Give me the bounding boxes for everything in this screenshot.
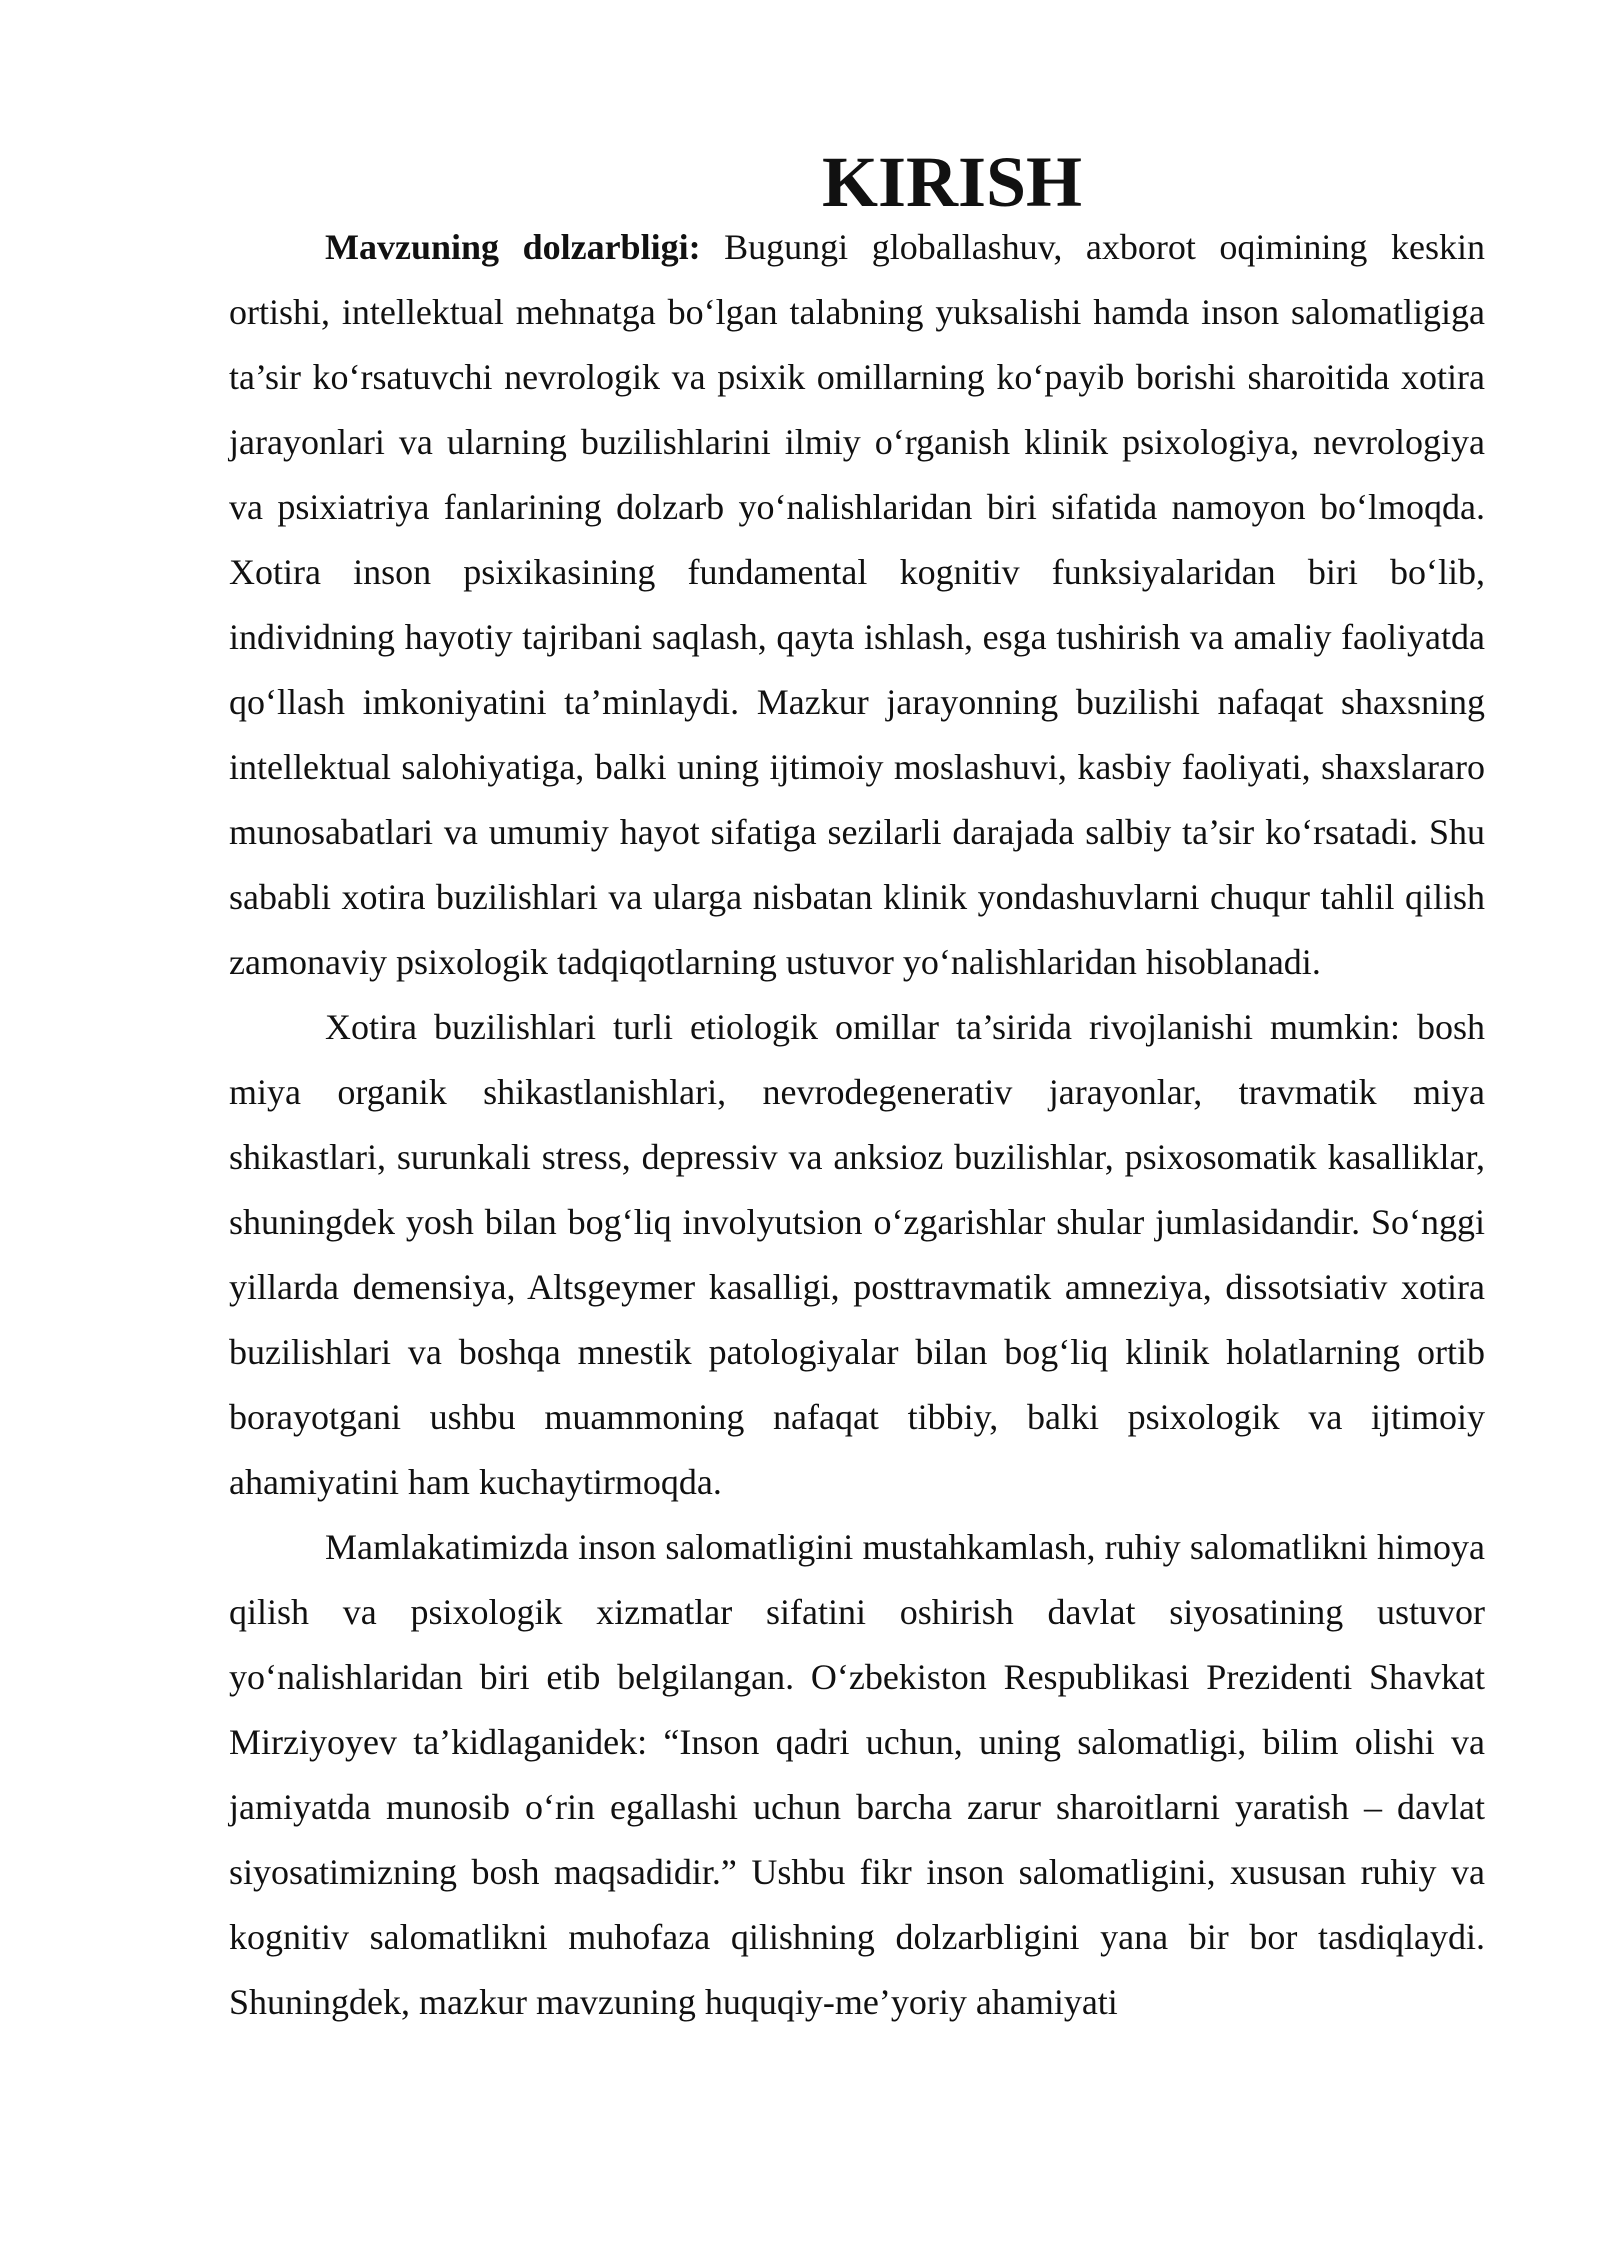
paragraph-relevance (229, 215, 1485, 995)
section-title: KIRISH (821, 142, 1083, 222)
paragraph-etiology (229, 995, 1485, 1515)
paragraph-text: Xotira buzilishlari turli etiologik omillar ta’sirida rivojlanishi mumkin: bosh miya organik shikastlanishlari, nevrodegenerativ jarayonlar, travmatik miya shikastlari, surunkali stress, depressiv va anksioz buzilishlar, psixosomatik kasalliklar, shuningdek yosh bilan bog‘liq involyutsion o‘zgarishlar shular jumlasidandir. So‘nggi yillarda demensiya, Altsgeymer kasalligi, posttravmatik amneziya, dissotsiativ xotira buzilishlari va boshqa mnestik patologiyalar bilan bog‘liq klinik holatlarning ortib borayotgani ushbu muammoning nafaqat tibbiy, balki psixologik va ijtimoiy ahamiyatini ham kuchaytirmoqda. (229, 1007, 1485, 1502)
paragraph-lead: Mavzuning dolzarbligi: (325, 227, 701, 267)
paragraph-text: Mamlakatimizda inson salomatligini mustahkamlash, ruhiy salomatlikni himoya qilish va psixologik xizmatlar sifatini oshirish davlat siyosatining ustuvor yo‘nalishlaridan biri etib belgilangan. O‘zbekiston Respublikasi Prezidenti Shavkat Mirziyoyev ta’kidlaganidek: “Inson qadri uchun, uning salomatligi, bilim olishi va jamiyatda munosib o‘rin egallashi uchun barcha zarur sharoitlarni yaratish – davlat siyosatimizning bosh maqsadidir.” Ushbu fikr inson salomatligini, xususan ruhiy va kognitiv salomatlikni muhofaza qilishning dolzarbligini yana bir bor tasdiqlaydi. Shuningdek, mazkur mavzuning huquqiy-me’yoriy ahamiyati (229, 1527, 1485, 2022)
paragraph-state-policy (229, 1515, 1485, 2035)
document-page (229, 142, 1485, 2035)
paragraph-text: Bugungi globallashuv, axborot oqimining keskin ortishi, intellektual mehnatga bo‘lgan talabning yuksalishi hamda inson salomatligiga ta’sir ko‘rsatuvchi nevrologik va psixik omillarning ko‘payib borishi sharoitida xotira jarayonlari va ularning buzilishlarini ilmiy o‘rganish klinik psixologiya, nevrologiya va psixiatriya fanlarining dolzarb yo‘nalishlaridan biri sifatida namoyon bo‘lmoqda. Xotira inson psixikasining fundamental kognitiv funksiyalaridan biri bo‘lib, individning hayotiy tajribani saqlash, qayta ishlash, esga tushirish va amaliy faoliyatda qo‘llash imkoniyatini ta’minlaydi. Mazkur jarayonning buzilishi nafaqat shaxsning intellektual salohiyatiga, balki uning ijtimoiy moslashuvi, kasbiy faoliyati, shaxslararo munosabatlari va umumiy hayot sifatiga sezilarli darajada salbiy ta’sir ko‘rsatadi. Shu sababli xotira buzilishlari va ularga nisbatan klinik yondashuvlarni chuqur tahlil qilish zamonaviy psixologik tadqiqotlarning ustuvor yo‘nalishlaridan hisoblanadi. (229, 227, 1485, 982)
